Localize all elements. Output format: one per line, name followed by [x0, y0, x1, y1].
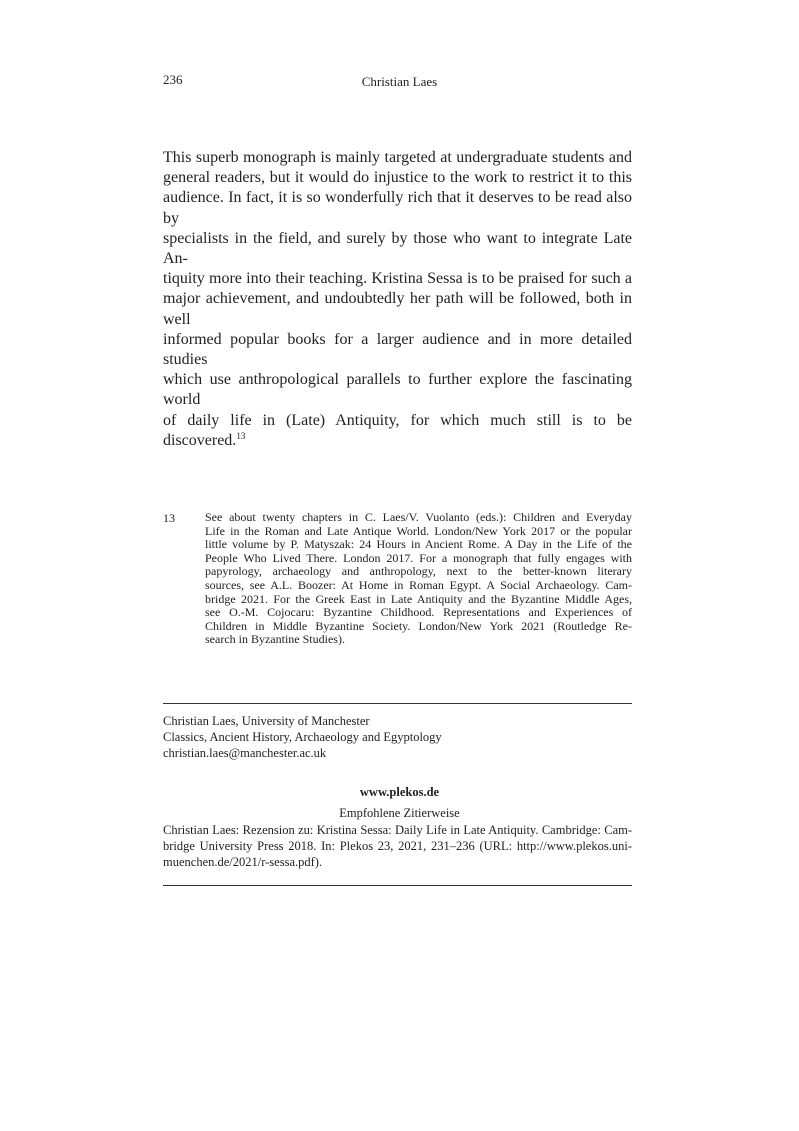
body-line: major achievement, and undoubtedly her path will be followed, both in well [163, 290, 632, 328]
body-line: tiquity more into their teaching. Kristina Sessa is to be praised for such a [163, 270, 632, 288]
citation-heading: Empfohlene Zitierweise [339, 806, 460, 820]
footnote-line: Children in Middle Byzantine Society. London/New York 2021 (Routledge Re- [205, 618, 632, 633]
footnote [205, 511, 632, 647]
footnote-line: search in Byzantine Studies). [205, 632, 345, 647]
body-line: specialists in the field, and surely by those who want to integrate Late An- [163, 229, 632, 268]
running-head: Christian Laes [361, 74, 438, 89]
footnote-reference[interactable]: 13 [236, 430, 246, 441]
author-name-line: Christian Laes, University of Manchester [163, 714, 370, 728]
footnote-line: People Who Lived There. London 2017. For a monograph that fully engages with [205, 550, 632, 565]
citation-line: muenchen.de/2021/r-sessa.pdf). [163, 855, 323, 870]
website-link[interactable]: www.plekos.de [359, 785, 440, 799]
divider-bottom [163, 885, 632, 886]
body-line: which use anthropological parallels to further explore the fascinating world [163, 371, 632, 409]
footnote-line: little volume by P. Matyszak: 24 Hours in Ancient Rome. A Day in the Life of the [205, 537, 632, 552]
citation-line: Christian Laes: Rezension zu: Kristina Sessa: Daily Life in Late Antiquity. Cambridge: Cam- [163, 823, 632, 837]
divider-top [163, 703, 632, 704]
body-line: of daily life in (Late) Antiquity, for which much still is to be discovered. [163, 411, 632, 449]
footnote-line: sources, see A.L. Boozer: At Home in Roman Egypt. A Social Archaeology. Cam- [205, 577, 632, 592]
footnote-number: 13 [163, 511, 175, 525]
footnote-line: See about twenty chapters in C. Laes/V. Vuolanto (eds.): Children and Everyday [205, 510, 632, 524]
footnote-line: see O.-M. Cojocaru: Byzantine Childhood. Representations and Experiences of [205, 605, 632, 620]
page-number: 236 [163, 72, 183, 87]
citation-line: bridge University Press 2018. In: Plekos 23, 2021, 231–236 (URL: http://www.plekos.uni- [163, 839, 632, 854]
body-line: general readers, but it would do injustice to the work to restrict it to this [163, 169, 632, 187]
author-email[interactable]: christian.laes@manchester.ac.uk [163, 746, 327, 760]
body-line: This superb monograph is mainly targeted at undergraduate students and [163, 149, 632, 166]
author-affiliation [163, 713, 442, 761]
footnote-line: Life in the Roman and Late Antique World. London/New York 2017 or the popular [205, 523, 632, 538]
footnote-line: bridge 2021. For the Greek East in Late Antiquity and the Byzantine Middle Ages, [205, 591, 632, 606]
department-line: Classics, Ancient History, Archaeology and Egyptology [163, 730, 442, 744]
body-line-last [163, 411, 632, 451]
body-paragraph [163, 148, 632, 451]
body-line: informed popular books for a larger audience and in more detailed studies [163, 330, 632, 369]
footnote-line: papyrology, archaeology and anthropology, next to the better-known literary [205, 564, 632, 579]
body-line: audience. In fact, it is so wonderfully rich that it deserves to be read also by [163, 189, 632, 227]
citation [163, 822, 632, 871]
